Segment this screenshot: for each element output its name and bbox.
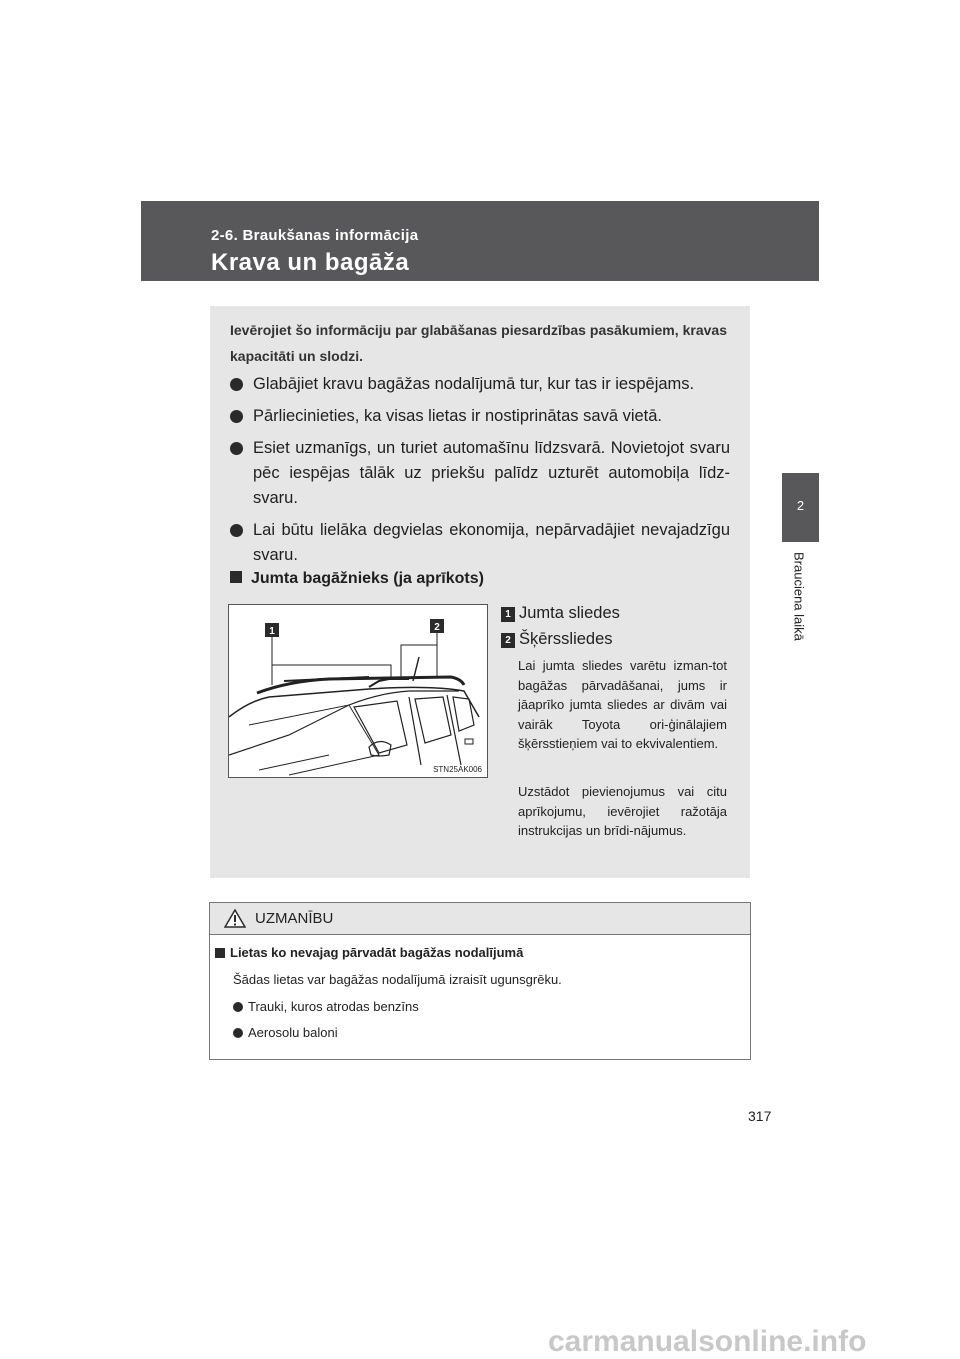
section-label: 2-6. Braukšanas informācija (211, 227, 419, 244)
caution-list-item (233, 999, 419, 1014)
bullet-dot-icon (230, 442, 243, 455)
caution-item-text: Trauki, kuros atrodas benzīns (248, 999, 419, 1014)
square-bullet-icon (215, 948, 225, 958)
bullet-dot-icon (230, 410, 243, 423)
warning-triangle-icon (224, 909, 246, 928)
bullet-item (230, 518, 730, 568)
bullet-text: Esiet uzmanīgs, un turiet automašīnu līdzsvarā. Novietojot svaru pēc iespējas tālāk uz priekšu palīdz uzturēt automobiļa līdz-svaru. (253, 439, 730, 507)
chapter-header (141, 201, 819, 281)
bullet-item (230, 372, 730, 397)
note-paragraph: Lai jumta sliedes varētu izman-tot bagāžas pārvadāšanai, jums ir jāaprīko jumta sliedes ar divām vai vairāk Toyota ori-ģinālajiem šķērsstieņiem vai to ekvivalentiem. (518, 658, 727, 751)
bullet-list (230, 372, 730, 575)
roof-rack-illustration (228, 604, 488, 778)
site-watermark: carmanualsonline.info (548, 1325, 867, 1358)
caution-header (210, 903, 750, 935)
car-roof-drawing (229, 605, 487, 777)
bullet-item (230, 404, 730, 429)
chapter-tab-number: 2 (796, 498, 805, 513)
page-title: Krava un bagāža (211, 249, 410, 276)
figure-code: STN25AK006 (433, 765, 482, 774)
caution-subtitle (215, 945, 523, 960)
main-info-box (210, 306, 750, 878)
bullet-text: Lai būtu lielāka degvielas ekonomija, nepārvadājiet nevajadzīgu svaru. (253, 521, 730, 564)
chapter-tab-label: Brauciena laikā (791, 552, 807, 641)
page-number: 317 (748, 1108, 772, 1124)
caution-description: Šādas lietas var bagāžas nodalījumā izraisīt ugunsgrēku. (233, 972, 562, 987)
legend-item-2 (501, 626, 620, 652)
legend-item-1 (501, 600, 620, 626)
caution-box (209, 902, 751, 1060)
caution-list-item (233, 1025, 338, 1040)
bullet-dot-icon (233, 1002, 243, 1012)
intro-text: Ievērojiet šo informāciju par glabāšanas piesardzības pasākumiem, kravas kapacitāti un slodzi. (230, 322, 727, 364)
bullet-dot-icon (233, 1028, 243, 1038)
bullet-item (230, 436, 730, 511)
legend-label: Šķērssliedes (519, 630, 613, 648)
caution-item-text: Aerosolu baloni (248, 1025, 338, 1040)
legend-badge-2: 2 (501, 633, 515, 648)
bullet-dot-icon (230, 524, 243, 537)
subsection-title: Jumta bagāžnieks (ja aprīkots) (251, 570, 484, 587)
bullet-dot-icon (230, 378, 243, 391)
caution-subtitle-text: Lietas ko nevajag pārvadāt bagāžas nodalījumā (230, 945, 524, 960)
subsection-heading (230, 570, 484, 588)
legend-label: Jumta sliedes (519, 604, 620, 622)
callout-1-label: 1 (269, 626, 275, 637)
square-bullet-icon (230, 571, 242, 583)
chapter-tab (782, 473, 819, 542)
note-paragraph: Uzstādot pievienojumus vai citu aprīkojumu, ievērojiet ražotāja instrukcijas un brīdi-nājumus. (518, 784, 727, 838)
callout-2-label: 2 (434, 622, 440, 633)
figure-legend (501, 600, 620, 652)
caution-title: UZMANĪBU (255, 910, 334, 927)
legend-badge-1: 1 (501, 607, 515, 622)
bullet-text: Glabājiet kravu bagāžas nodalījumā tur, kur tas ir iespējams. (253, 375, 695, 393)
bullet-text: Pārliecinieties, ka visas lietas ir nostiprinātas savā vietā. (253, 407, 663, 425)
